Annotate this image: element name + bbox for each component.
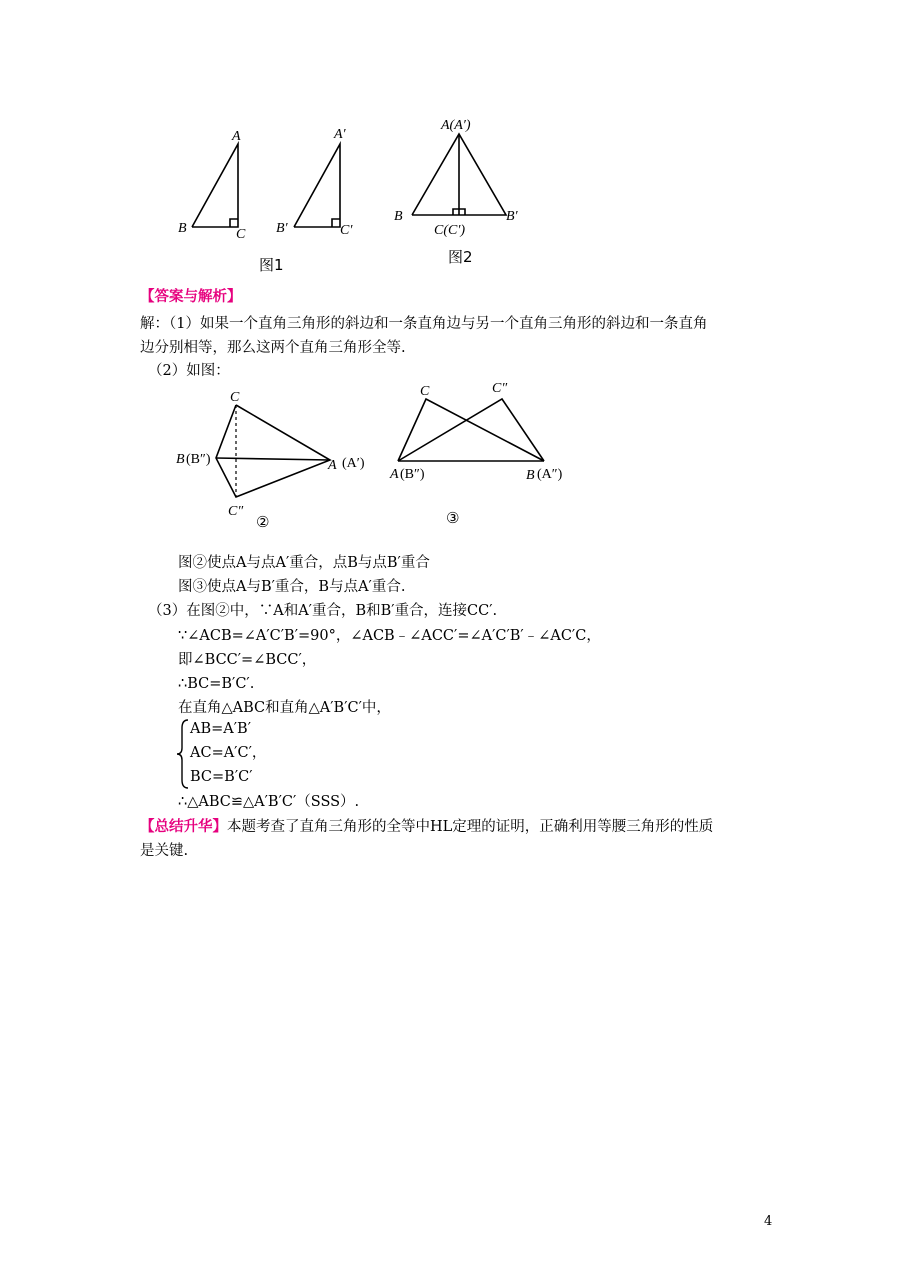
triangle-abc-prime — [294, 144, 340, 227]
label-top: A(A′) — [441, 118, 471, 133]
answer-heading — [140, 286, 242, 308]
proof-line-3: ∴BC=B′C′. — [178, 676, 255, 692]
label-c-double-prime: C″ — [228, 504, 244, 519]
figure-circled-3-caption: ③ — [446, 509, 460, 527]
triangle-abc — [192, 144, 238, 227]
solution-part-1-cont: 边分别相等，那么这两个直角三角形全等. — [140, 340, 406, 356]
figure-circled-2 — [170, 385, 380, 535]
label-b: B — [526, 468, 535, 483]
kite-outline — [216, 405, 330, 497]
segment-ab — [216, 458, 330, 460]
label-b: B — [394, 209, 403, 224]
proof-line-2: 即∠BCC′=∠BCC′， — [178, 652, 317, 668]
figure-circled-3 — [380, 375, 580, 495]
system-eq-1: AB=A′B′ — [190, 721, 251, 737]
label-c-prime: C′ — [340, 223, 353, 238]
solution-part-3: （3）在图②中，∵A和A′重合，B和B′重合，连接CC′. — [148, 603, 498, 619]
triangle-abc-double-prime — [398, 399, 544, 461]
figure-2 — [390, 112, 540, 247]
summary-tag: 【总结升华】 — [140, 819, 227, 835]
figure-1-caption: 图1 — [259, 256, 284, 274]
proof-conclusion: ∴△ABC≌△A′B′C′（SSS）. — [178, 794, 360, 810]
label-c: C — [236, 227, 246, 242]
label-c-double-prime: C″ — [492, 381, 508, 396]
label-a-paren: (B″) — [400, 467, 425, 482]
label-c: C — [230, 390, 240, 405]
label-bottom: C(C′) — [434, 223, 466, 238]
right-angle-mark — [230, 219, 238, 227]
label-b-paren: (A″) — [537, 467, 563, 482]
label-a-paren: (A′) — [342, 456, 365, 471]
label-a: A — [328, 458, 337, 473]
figure-circled-2-caption: ② — [256, 513, 270, 531]
label-a: A — [232, 129, 241, 144]
answer-tag: 【答案与解析】 — [140, 289, 242, 305]
label-b-paren: (B″) — [186, 452, 211, 467]
label-a: A — [390, 467, 399, 482]
description-figure-3: 图③使点A与B′重合，B与点A′重合. — [178, 579, 406, 595]
summary-text: 本题考查了直角三角形的全等中HL定理的证明，正确利用等腰三角形的性质 — [227, 819, 714, 835]
proof-line-1: ∵∠ACB=∠A′C′B′=90°，∠ACB﹣∠ACC′=∠A′C′B′﹣∠AC′C， — [178, 628, 601, 644]
label-a-prime: A′ — [334, 127, 346, 142]
system-brace — [176, 718, 190, 790]
right-angle-mark — [332, 219, 340, 227]
solution-part-2: （2）如图： — [148, 363, 230, 379]
label-c: C — [420, 384, 430, 399]
proof-line-4: 在直角△ABC和直角△A′B′C′中， — [178, 700, 391, 716]
summary-line-2: 是关键. — [140, 843, 189, 859]
page-number: 4 — [764, 1214, 773, 1229]
label-b-prime: B′ — [506, 209, 518, 224]
label-b-prime: B′ — [276, 221, 288, 236]
system-eq-2: AC=A′C′， — [190, 745, 267, 761]
label-b: B — [178, 221, 187, 236]
system-eq-3: BC=B′C′ — [190, 769, 253, 785]
description-figure-2: 图②使点A与点A′重合，点B与点B′重合 — [178, 555, 430, 571]
figure-2-caption: 图2 — [448, 248, 473, 266]
summary-line-1 — [140, 816, 713, 838]
solution-part-1: 解：（1）如果一个直角三角形的斜边和一条直角边与另一个直角三角形的斜边和一条直角 — [140, 316, 708, 332]
label-b: B — [176, 452, 185, 467]
